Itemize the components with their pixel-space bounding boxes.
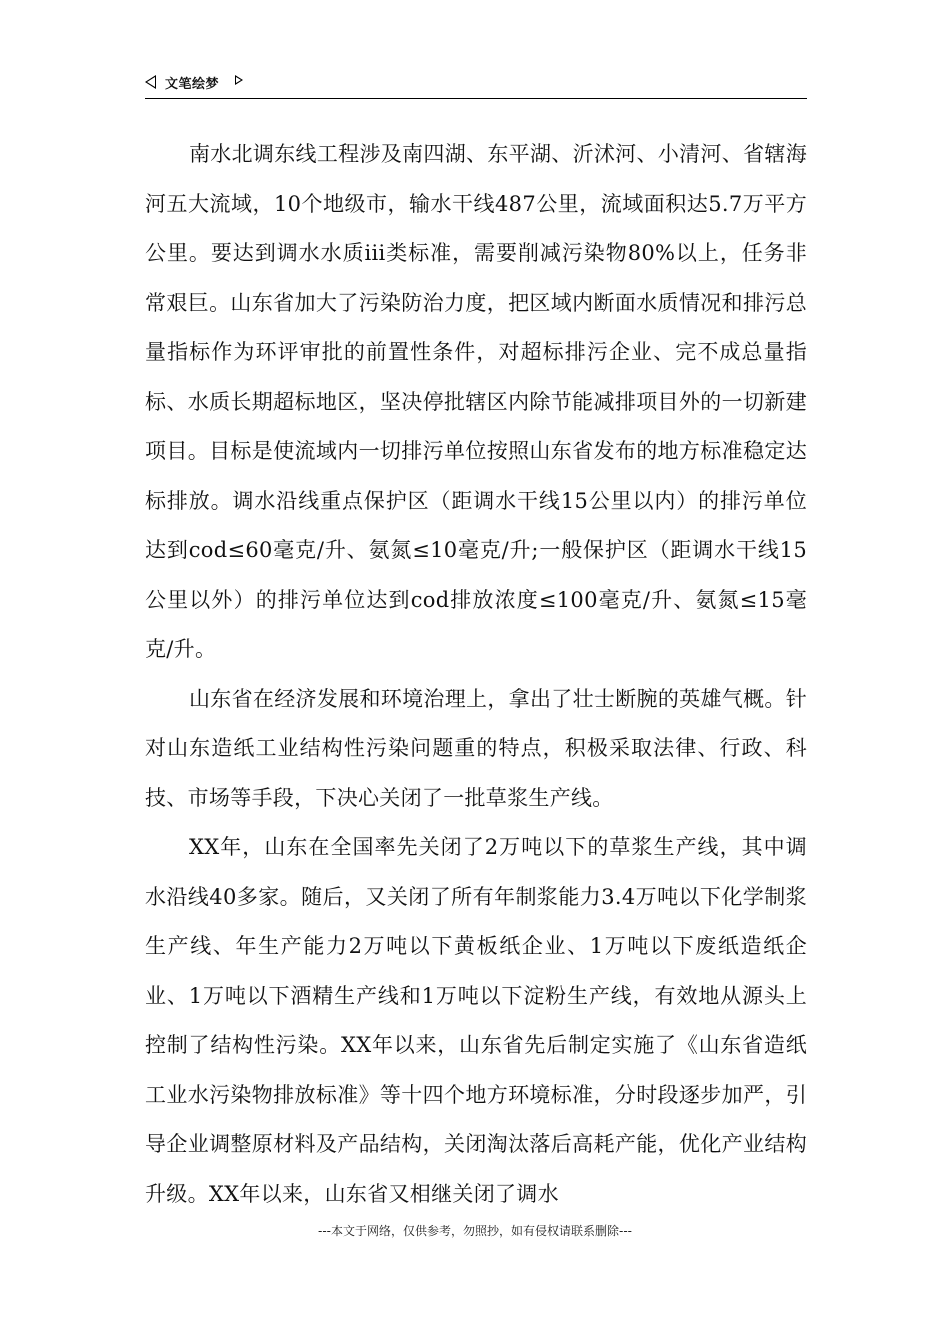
paragraph-governance: 山东省在经济发展和环境治理上，拿出了壮士断腕的英雄气概。针对山东造纸工业结构性污染问题重的特点，积极采取法律、行政、科技、市场等手段，下决心关闭了一批草浆生产线。 <box>145 686 807 810</box>
page-header <box>145 72 807 99</box>
triangle-left-icon <box>145 75 156 89</box>
triangle-right-icon <box>235 75 243 85</box>
paragraph-water-diversion: 南水北调东线工程涉及南四湖、东平湖、沂沭河、小清河、省辖海河五大流域，10个地级市，输水干线487公里，流域面积达5.7万平方公里。要达到调水水质iii类标准，需要削减污染物80%以上，任务非常艰巨。山东省加大了污染防治力度，把区域内断面水质情况和排污总量指标作为环评审批的前置性条件，对超标排污企业、完不成总量指标、水质长期超标地区，坚决停批辖区内除节能减排项目外的一切新建项目。目标是使流域内一切排污单位按照山东省发布的地方标准稳定达标排放。调水沿线重点保护区（距调水干线15公里以内）的排污单位达到cod≤60毫克/升、氨氮≤10毫克/升;一般保护区（距调水干线15公里以外）的排污单位达到cod排放浓度≤100毫克/升、氨氮≤15毫克/升。 <box>145 142 807 661</box>
paragraph-closures: XX年，山东在全国率先关闭了2万吨以下的草浆生产线，其中调水沿线40多家。随后，又关闭了所有年制浆能力3.4万吨以下化学制浆生产线、年生产能力2万吨以下黄板纸企业、1万吨以下废纸造纸企业、1万吨以下酒精生产线和1万吨以下淀粉生产线，有效地从源头上控制了结构性污染。XX年以来，山东省先后制定实施了《山东省造纸工业水污染物排放标准》等十四个地方环境标准，分时段逐步加严，引导企业调整原材料及产品结构，关闭淘汰落后高耗产能，优化产业结构升级。XX年以来，山东省又相继关闭了调水 <box>145 835 807 1206</box>
header-brand: 文笔绘梦 <box>165 77 220 92</box>
document-body <box>145 130 807 1219</box>
footer-notice: ---本文于网络，仅供参考，勿照抄，如有侵权请联系删除--- <box>318 1224 632 1238</box>
